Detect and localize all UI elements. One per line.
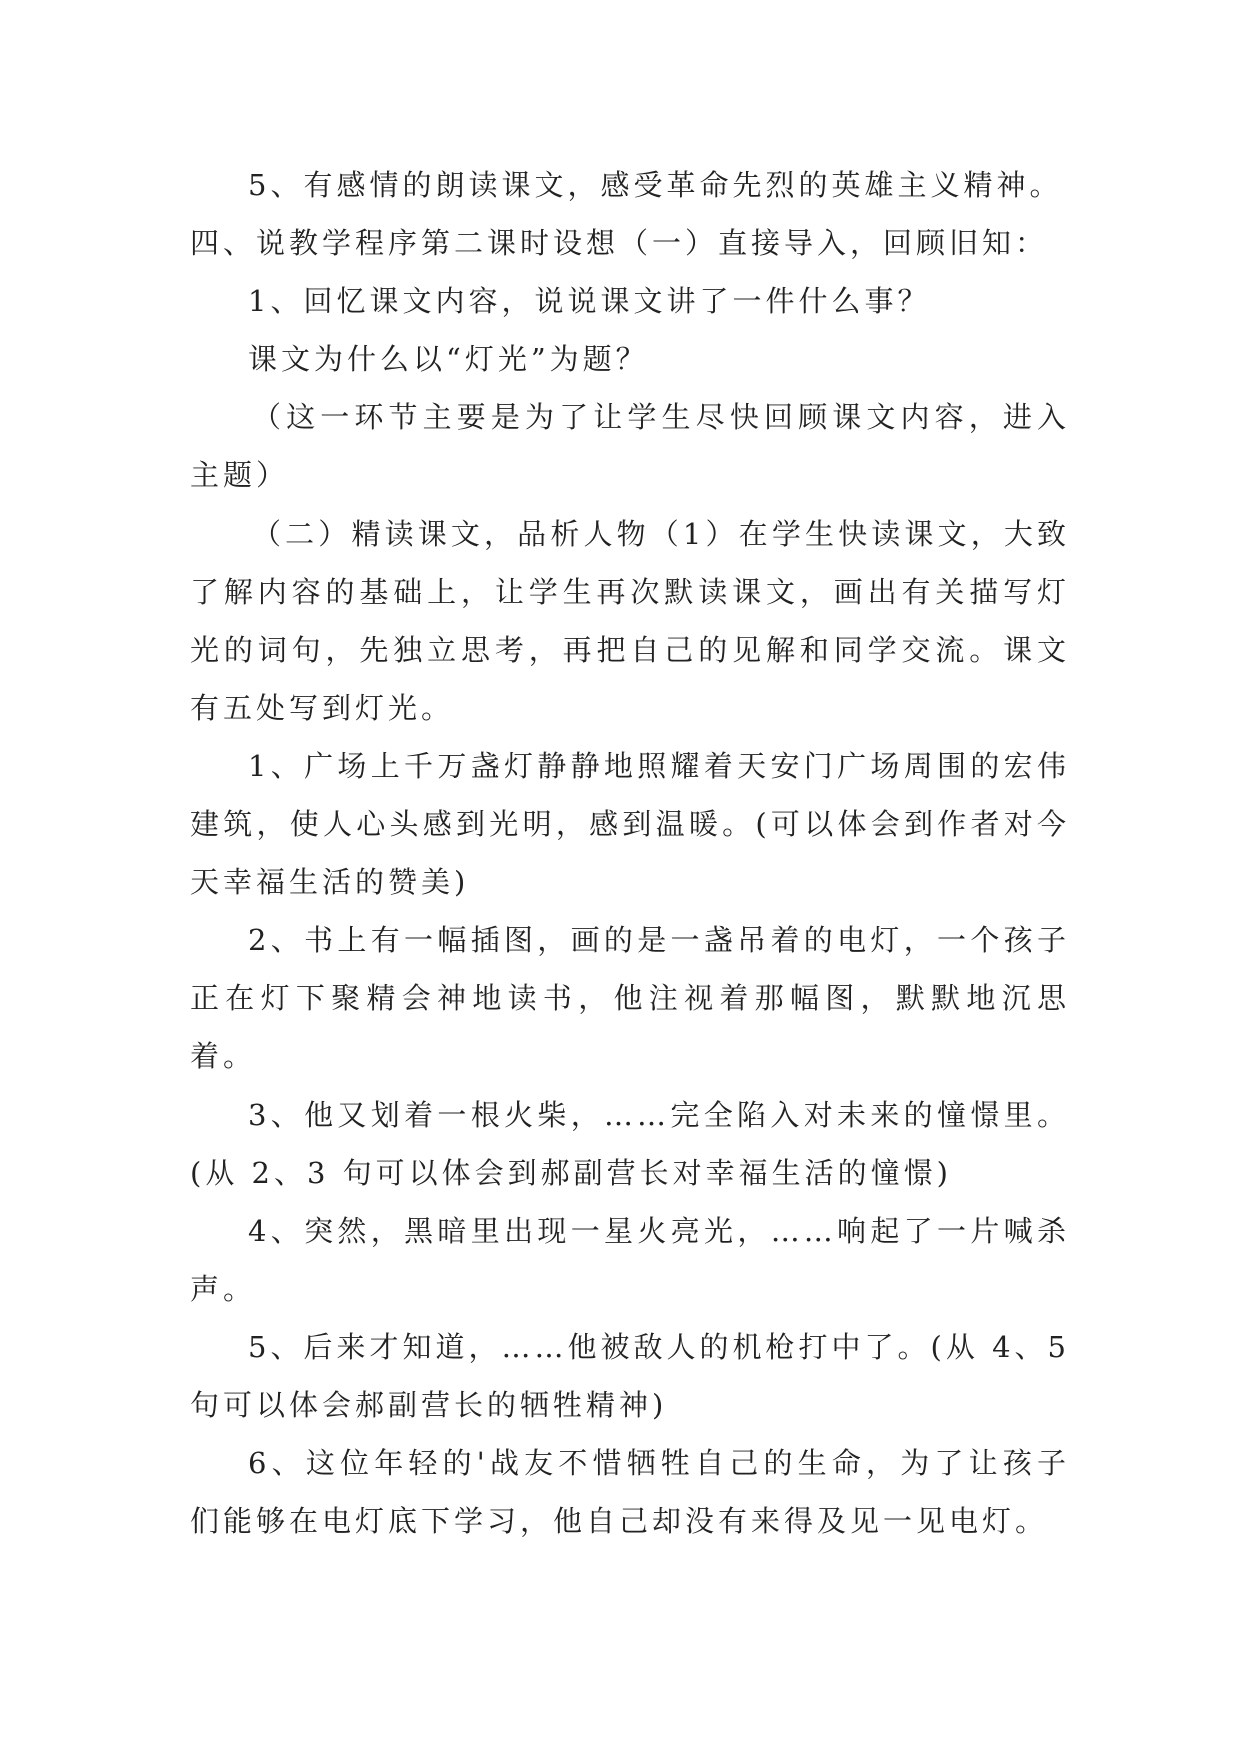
paragraph-lamp-sentence-4: 4、突然，黑暗里出现一星火亮光，……响起了一片喊杀声。 [190,1213,1070,1306]
paragraph-review-question-2: 课文为什么以“灯光”为题？ [248,342,649,377]
paragraph-lamp-sentence-5: 5、后来才知道，……他被敌人的机枪打中了。(从 4、5 句可以体会郝副营长的牺牲精神) [190,1329,1070,1422]
paragraph-close-reading: （二）精读课文，品析人物（1）在学生快读课文，大致了解内容的基础上，让学生再次默读课文，画出有关描写灯光的词句，先独立思考，再把自己的见解和同学交流。课文有五处写到灯光。 [190,516,1070,725]
paragraph-review-note: （这一环节主要是为了让学生尽快回顾课文内容，进入主题） [190,400,1070,493]
paragraph-lamp-sentence-1: 1、广场上千万盏灯静静地照耀着天安门广场周围的宏伟建筑，使人心头感到光明，感到温暖。(可以体会到作者对今天幸福生活的赞美) [190,748,1070,900]
paragraph-lamp-sentence-6: 6、这位年轻的'战友不惜牺牲自己的生命，为了让孩子们能够在电灯底下学习，他自己却没有来得及见一见电灯。 [190,1446,1070,1539]
document-page [190,156,1070,1550]
paragraph-review-question-1: 1、回忆课文内容，说说课文讲了一件什么事？ [248,284,931,319]
paragraph-lamp-sentence-3: 3、他又划着一根火柴，……完全陷入对未来的憧憬里。(从 2、3 句可以体会到郝副营长对幸福生活的憧憬) [190,1097,1070,1190]
paragraph-lamp-sentence-2: 2、书上有一幅插图，画的是一盏吊着的电灯，一个孩子正在灯下聚精会神地读书，他注视着那幅图，默默地沉思着。 [190,923,1070,1074]
section-heading-teaching-procedure: 四、说教学程序第二课时设想（一）直接导入，回顾旧知： [190,226,1049,261]
paragraph-objective-5: 5、有感情的朗读课文，感受革命先烈的英雄主义精神。 [248,168,1063,202]
